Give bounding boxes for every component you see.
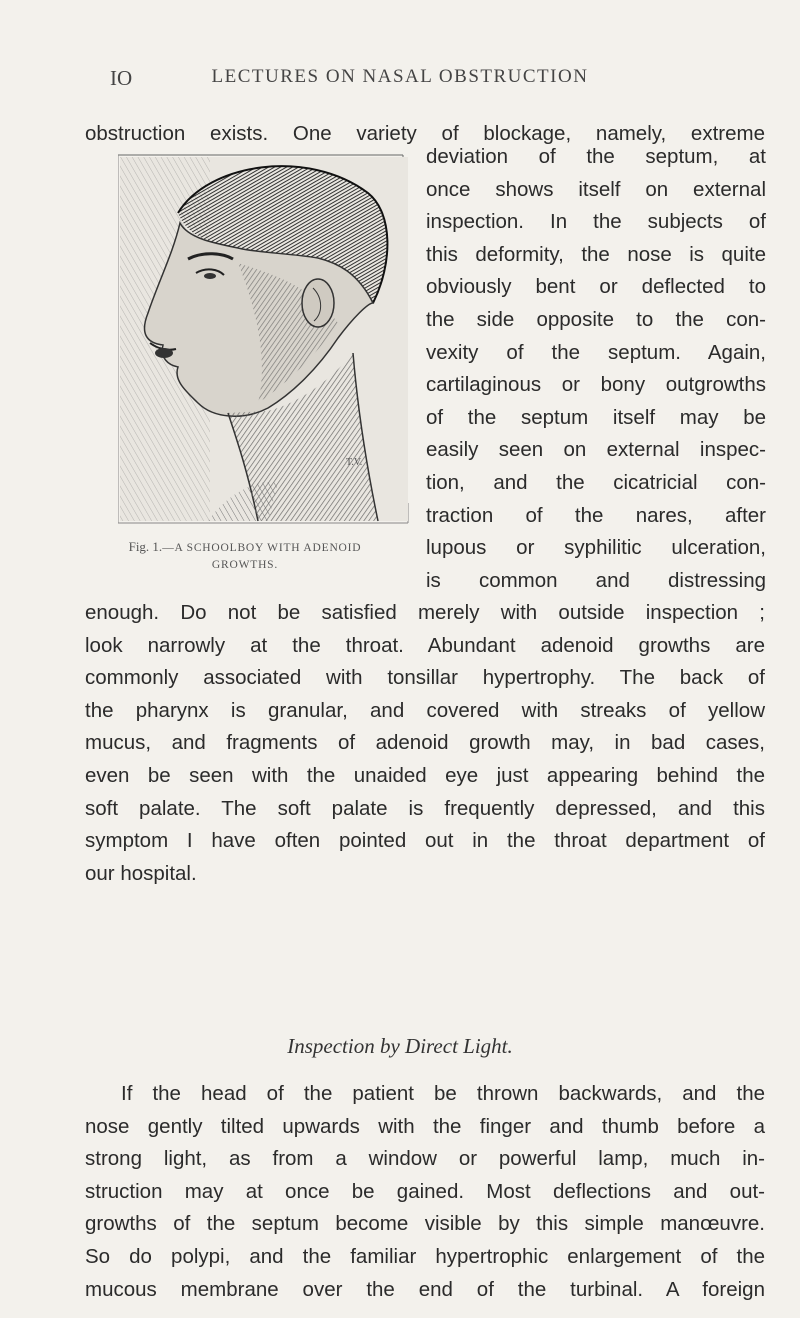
figure-caption (80, 538, 410, 574)
text-line: the side opposite to the con- (426, 307, 766, 331)
caption-text: —A SCHOOLBOY WITH ADENOID (162, 542, 362, 554)
text-line: traction of the nares, after (426, 503, 766, 527)
text-line: If the head of the patient be thrown backwards, and the (121, 1082, 765, 1105)
text-line: obviously bent or deflected to (426, 275, 766, 299)
text-line: lupous or syphilitic ulceration, (426, 536, 766, 560)
running-title: LECTURES ON NASAL OBSTRUCTION (211, 66, 589, 87)
text-line: strong light, as from a window or powerful lamp, much in- (85, 1147, 765, 1171)
text-line: easily seen on external inspec- (426, 438, 766, 462)
text-line: inspection. In the subjects of (426, 210, 766, 234)
text-line: mucous membrane over the end of the turbinal. A foreign (85, 1277, 765, 1301)
paragraph-1-continued (85, 597, 765, 890)
figure-illustration (112, 153, 412, 525)
text-line: even be seen with the unaided eye just appearing behind the (85, 763, 765, 787)
text-line: So do polypi, and the familiar hypertrophic enlargement of the (85, 1244, 765, 1268)
text-line: once shows itself on external (426, 177, 766, 201)
text-line: obstruction exists. One variety of blockage, namely, extreme (85, 122, 765, 145)
text-line: mucus, and fragments of adenoid growth may, in bad cases, (85, 731, 765, 755)
artist-signature: T.V. (346, 457, 363, 468)
wrapped-text-column (426, 141, 766, 597)
text-line: this deformity, the nose is quite (426, 242, 766, 266)
schoolboy-portrait-image (118, 153, 410, 525)
text-line: of the septum itself may be (426, 405, 766, 429)
text-line: deviation of the septum, at (426, 145, 766, 168)
text-line: look narrowly at the throat. Abundant adenoid growths are (85, 633, 765, 657)
text-line: our hospital. (85, 861, 197, 885)
text-line: cartilaginous or bony outgrowths (426, 373, 766, 397)
text-line: growths of the septum become visible by this simple manœuvre. (85, 1212, 765, 1236)
text-line: enough. Do not be satisfied merely with outside inspection ; (85, 601, 765, 624)
text-line: commonly associated with tonsillar hypertrophy. The back of (85, 666, 765, 690)
section-heading: Inspection by Direct Light. (287, 1034, 513, 1058)
text-line: the pharynx is granular, and covered with streaks of yellow (85, 698, 765, 722)
text-line: is common and distressing (426, 568, 766, 592)
caption-text: GROWTHS. (211, 559, 279, 571)
page-number: IO (110, 66, 133, 90)
text-line: struction may at once be gained. Most deflections and out- (85, 1179, 765, 1203)
text-line: soft palate. The soft palate is frequently depressed, and this (85, 796, 765, 820)
figure-label: Fig. 1. (128, 539, 163, 554)
text-line: nose gently tilted upwards with the finger and thumb before a (85, 1114, 765, 1138)
text-line: symptom I have often pointed out in the throat department of (85, 829, 765, 853)
text-line: vexity of the septum. Again, (426, 340, 766, 364)
paragraph-2 (85, 1078, 765, 1306)
text-line: tion, and the cicatricial con- (426, 470, 766, 494)
